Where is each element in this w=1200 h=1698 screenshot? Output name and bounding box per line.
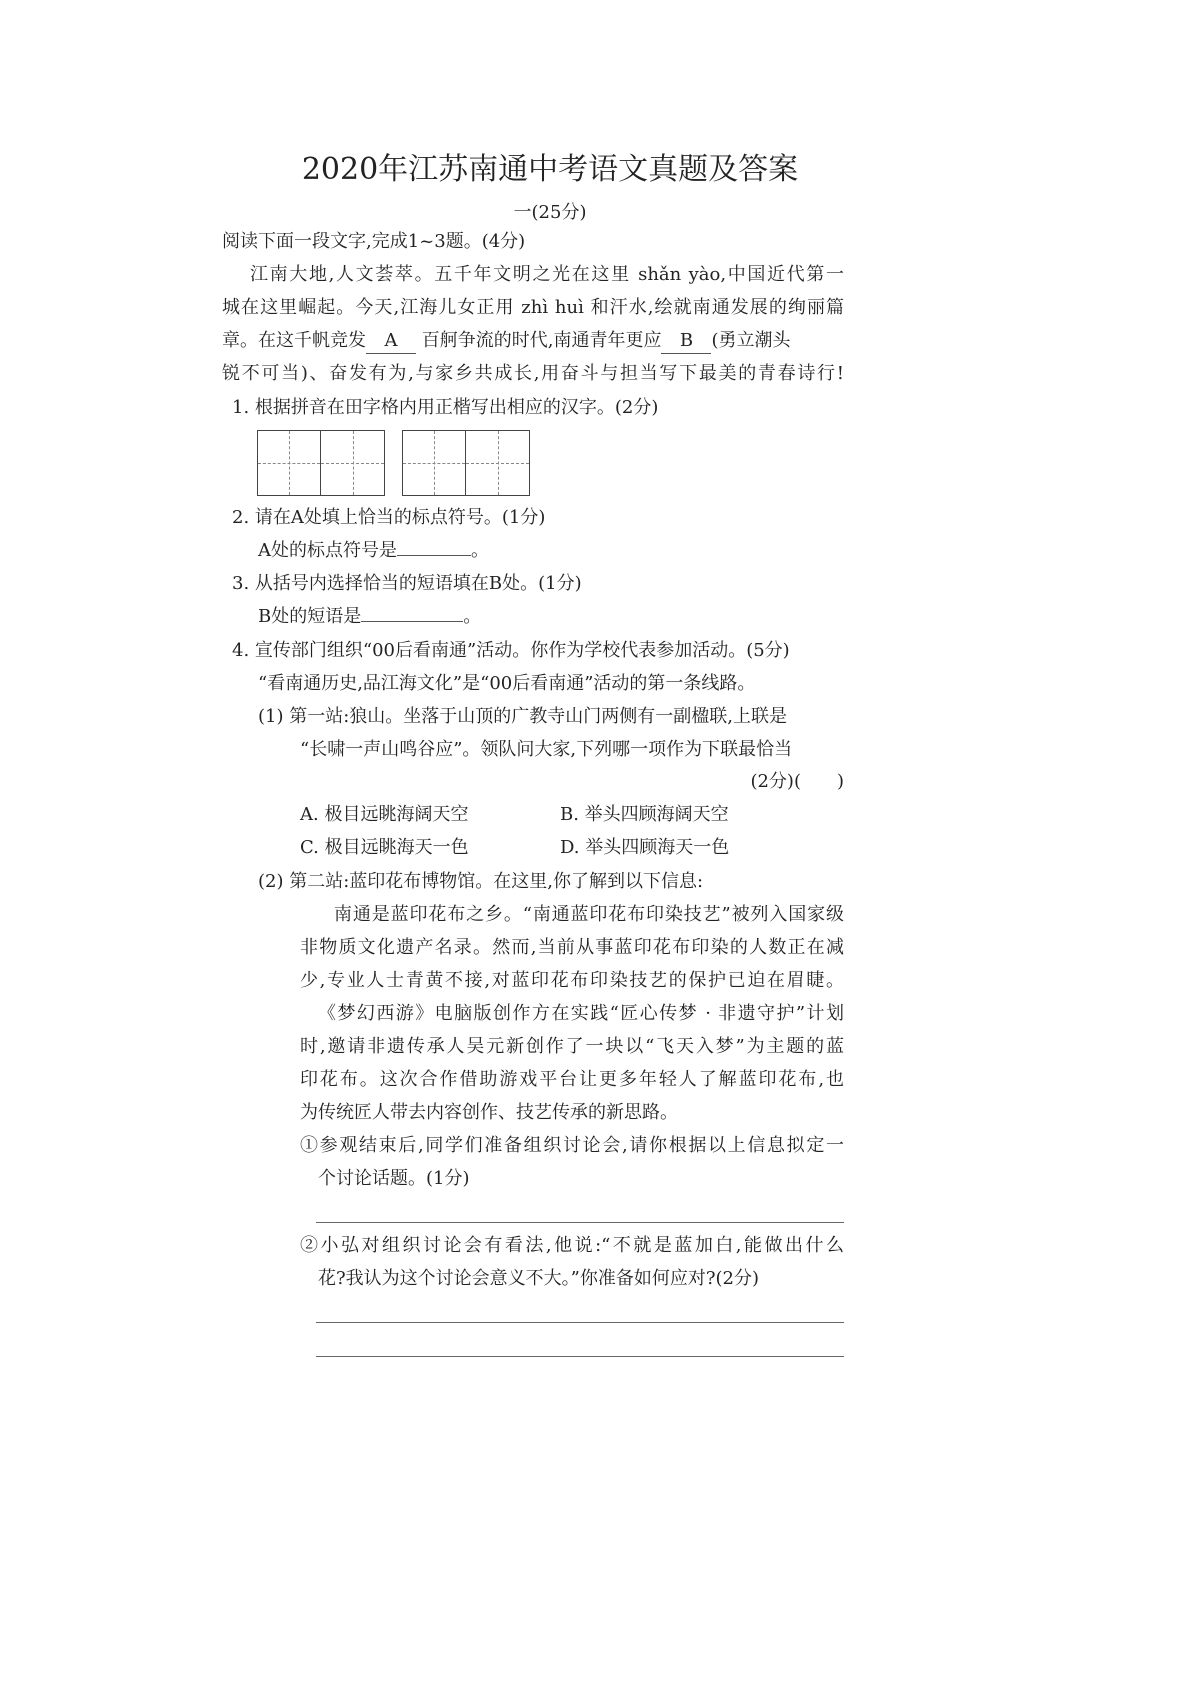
question-4-1: (1) 第一站:狼山。坐落于山顶的广教寺山门两侧有一副楹联,上联是 — [258, 706, 788, 727]
blank-b: B — [661, 329, 711, 354]
option-c[interactable]: C. 极目远眺海天一色 — [300, 837, 469, 858]
passage-text: 百舸争流的时代,南通青年更应 — [421, 330, 662, 351]
answer-line[interactable] — [316, 1356, 844, 1357]
question-4-2: (2) 第二站:蓝印花布博物馆。在这里,你了解到以下信息: — [258, 871, 704, 892]
info-line: 少,专业人士青黄不接,对蓝印花布印染技艺的保护已迫在眉睫。 — [300, 970, 844, 991]
period: 。 — [463, 606, 482, 627]
answer-blank[interactable] — [361, 621, 463, 622]
answer-line[interactable] — [316, 1222, 844, 1223]
sub-question-1: ①参观结束后,同学们准备组织讨论会,请你根据以上信息拟定一 — [300, 1135, 844, 1156]
info-line: 《梦幻西游》电脑版创作方在实践“匠心传梦 · 非遗守护”计划 — [318, 1003, 844, 1024]
blank-a: A — [366, 329, 416, 354]
period: 。 — [471, 540, 489, 561]
option-a[interactable]: A. 极目远眺海阔天空 — [300, 804, 469, 825]
tianzige-grid-2[interactable] — [402, 430, 530, 496]
question-2: 2. 请在A处填上恰当的标点符号。(1分) — [232, 507, 546, 528]
answer-label: B处的短语是 — [258, 606, 362, 627]
passage-text: 章。在这千帆竞发 — [222, 330, 366, 351]
answer-blank[interactable] — [397, 555, 471, 556]
passage-line: 城在这里崛起。今天,江海儿女正用 zhì huì 和汗水,绘就南通发展的绚丽篇 — [222, 297, 844, 318]
option-b[interactable]: B. 举头四顾海阔天空 — [560, 804, 729, 825]
page-title: 2020年江苏南通中考语文真题及答案 — [301, 152, 799, 187]
passage-line — [222, 329, 791, 354]
question-2-answer — [258, 539, 489, 563]
question-4: 4. 宣传部门组织“00后看南通”活动。你作为学校代表参加活动。(5分) — [232, 640, 790, 661]
answer-line[interactable] — [316, 1322, 844, 1323]
section-heading: 一(25分) — [513, 202, 587, 223]
option-d[interactable]: D. 举头四顾海天一色 — [560, 837, 730, 858]
sub-question-2: ②小弘对组织讨论会有看法,他说:“不就是蓝加白,能做出什么 — [300, 1235, 844, 1256]
info-line: 为传统匠人带去内容创作、技艺传承的新思路。 — [300, 1102, 678, 1123]
question-3-answer — [258, 605, 481, 629]
question-1: 1. 根据拼音在田字格内用正楷写出相应的汉字。(2分) — [232, 397, 659, 418]
question-4-1-text: “长啸一声山鸣谷应”。领队问大家,下列哪一项作为下联最恰当 — [300, 739, 793, 760]
intro: 阅读下面一段文字,完成1~3题。(4分) — [222, 231, 526, 252]
passage-line: 锐不可当)、奋发有为,与家乡共成长,用奋斗与担当写下最美的青春诗行! — [222, 363, 844, 384]
sub-question-1-text: 个讨论话题。(1分) — [318, 1168, 470, 1189]
tianzige-grid-1[interactable] — [257, 430, 385, 496]
question-3: 3. 从括号内选择恰当的短语填在B处。(1分) — [232, 573, 582, 594]
question-4-text: “看南通历史,品江海文化”是“00后看南通”活动的第一条线路。 — [258, 673, 756, 694]
sub-question-2-text: 花?我认为这个讨论会意义不大。”你准备如何应对?(2分) — [318, 1268, 759, 1289]
passage-text: (勇立潮头 — [711, 330, 791, 351]
passage-line: 江南大地,人文荟萃。五千年文明之光在这里 shǎn yào,中国近代第一 — [250, 264, 844, 285]
info-line: 非物质文化遗产名录。然而,当前从事蓝印花布印染的人数正在减 — [300, 937, 844, 958]
question-4-1-score: (2分)( ) — [750, 771, 844, 792]
answer-label: A处的标点符号是 — [258, 540, 397, 561]
info-line: 时,邀请非遗传承人吴元新创作了一块以“飞天入梦”为主题的蓝 — [300, 1036, 844, 1057]
info-line: 南通是蓝印花布之乡。“南通蓝印花布印染技艺”被列入国家级 — [334, 904, 844, 925]
info-line: 印花布。这次合作借助游戏平台让更多年轻人了解蓝印花布,也 — [300, 1069, 844, 1090]
